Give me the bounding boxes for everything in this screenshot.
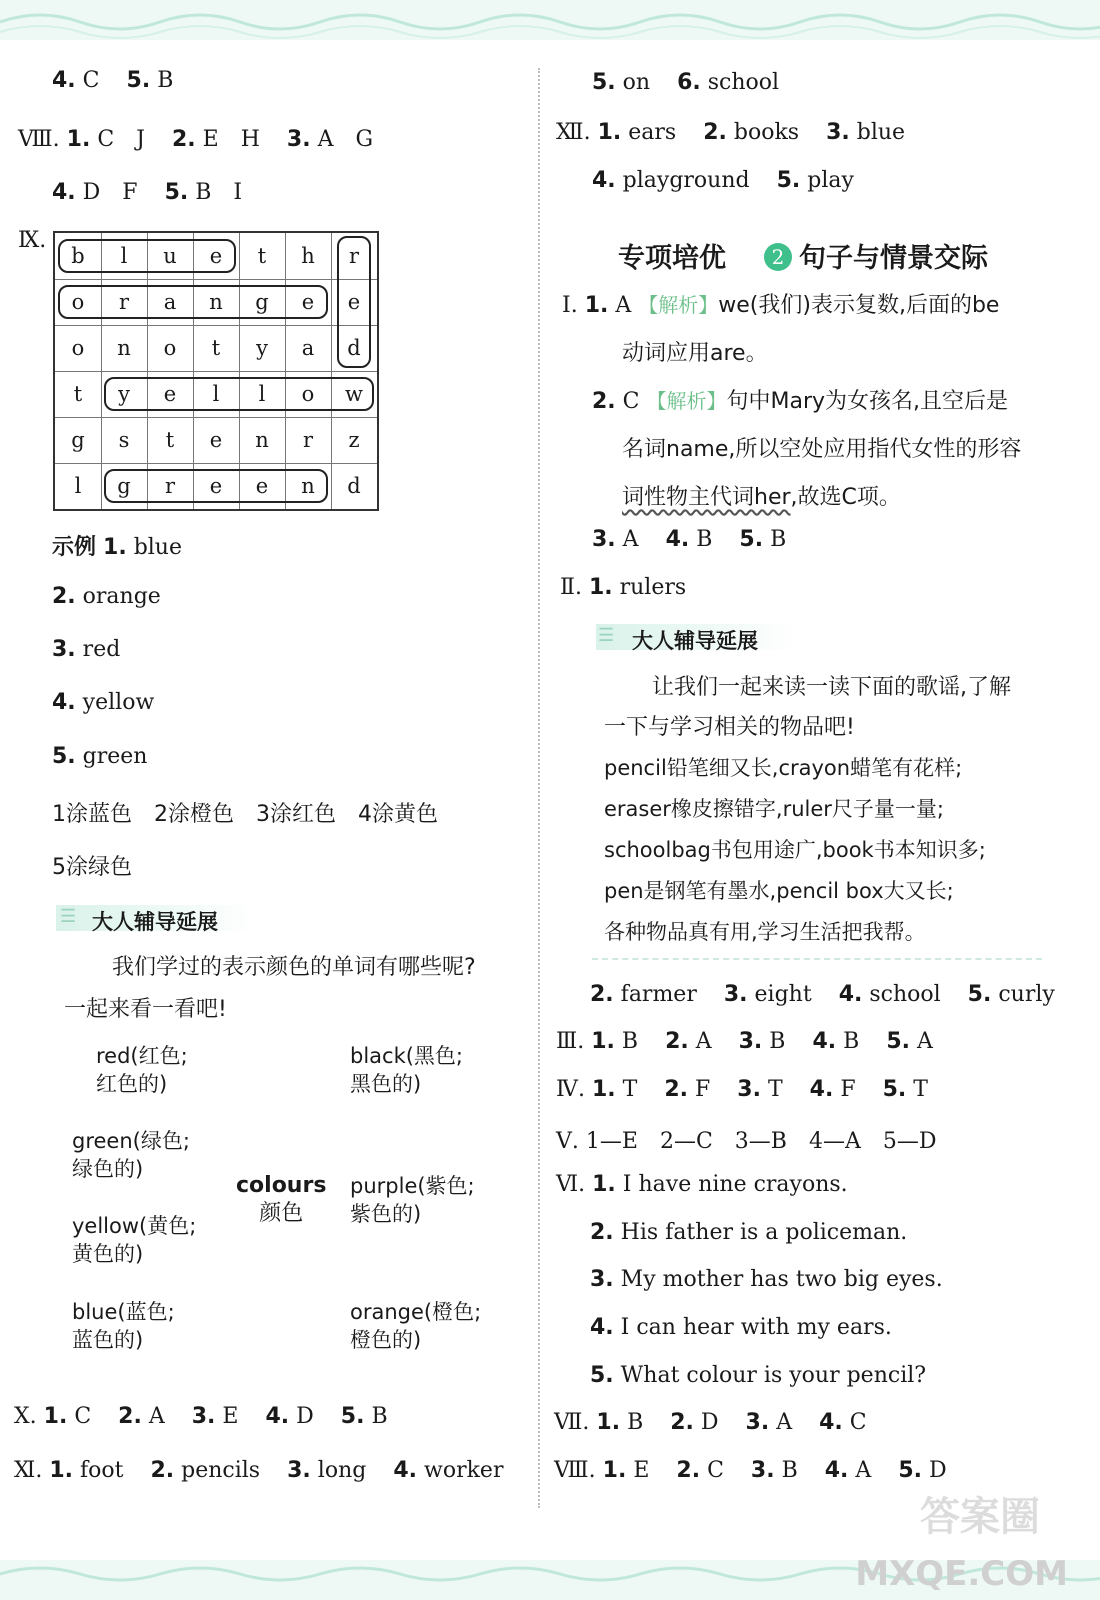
- grid-letter: t: [257, 244, 267, 268]
- circled-word: [104, 377, 374, 411]
- grid-letter: r: [348, 244, 360, 268]
- grid-letter: h: [301, 244, 315, 268]
- circled-word: [58, 239, 236, 273]
- grid-letter: r: [302, 428, 314, 452]
- grid-letter: t: [73, 382, 83, 406]
- grid-letter: l: [74, 474, 82, 498]
- grid-letter: u: [163, 244, 177, 268]
- grid-letter: r: [164, 474, 176, 498]
- colour-orange: orange(橙色; 橙色的): [350, 1300, 482, 1352]
- section-v: Ⅴ. 1—E 2—C 3—B 4—A 5—D: [556, 1129, 937, 1154]
- extension-title-right: 大人辅导延展: [632, 629, 758, 653]
- grid-letter: a: [301, 336, 315, 360]
- circled-word: [104, 469, 328, 503]
- answer-row-right-1: 5. on 6. school: [592, 70, 780, 95]
- special-section-heading: 专项培优 2 句子与情景交际: [618, 243, 988, 274]
- section-vi-4: 4. I can hear with my ears.: [590, 1315, 892, 1340]
- grid-letter: s: [118, 428, 130, 452]
- grid-letter: e: [209, 474, 223, 498]
- colouring-line-2: 5涂绿色: [52, 855, 132, 880]
- circled-word: [337, 236, 371, 368]
- section-x: Ⅹ. 1. C 2. A 3. E 4. D 5. B: [14, 1404, 388, 1429]
- grid-letter: w: [345, 382, 363, 406]
- colour-purple: purple(紫色; 紫色的): [350, 1174, 475, 1226]
- grid-letter: n: [255, 428, 269, 452]
- section-vi-5: 5. What colour is your pencil?: [590, 1363, 927, 1388]
- example-line-5: 5. green: [52, 744, 148, 769]
- grid-letter: y: [256, 336, 268, 360]
- section-ix-number: Ⅸ.: [18, 228, 47, 253]
- rhyme-line-3: schoolbag书包用途广,book书本知识多;: [604, 838, 986, 862]
- extension-lines-icon-right: ☰: [598, 625, 615, 646]
- grid-letter: b: [71, 244, 85, 268]
- section-i-q1-cont: 动词应用are。: [622, 341, 768, 366]
- section-vii: Ⅶ. 1. B 2. D 3. A 4. C: [554, 1410, 867, 1435]
- extension-right-p2: 一下与学习相关的物品吧!: [604, 715, 855, 740]
- example-line-3: 3. red: [52, 637, 121, 662]
- grid-letter: o: [301, 382, 315, 406]
- section-i-q2-cont1: 名词name,所以空处应用指代女性的形容: [622, 437, 1022, 462]
- colour-black: black(黑色; 黑色的): [350, 1044, 464, 1096]
- extension-paragraph-1: 我们学过的表示颜色的单词有哪些呢?: [112, 955, 476, 980]
- section-i-q2-cont2: 词性物主代词her,故选C项。: [622, 485, 901, 510]
- colour-blue: blue(蓝色; 蓝色的): [72, 1300, 175, 1352]
- grid-letter: a: [163, 290, 177, 314]
- grid-letter: n: [117, 336, 131, 360]
- grid-letter: o: [163, 336, 177, 360]
- section-i-q3-5: 3. A 4. B 5. B: [592, 527, 787, 552]
- grid-letter: e: [347, 290, 361, 314]
- circled-word: [58, 285, 328, 319]
- section-viii-left-row2: 4. D F 5. B I: [52, 180, 243, 205]
- grid-letter: o: [71, 290, 85, 314]
- section-i-q2: 2. C 【解析】句中Mary为女孩名,且空后是: [592, 389, 1009, 414]
- rhyme-line-2: eraser橡皮擦错字,ruler尺子量一量;: [604, 797, 944, 821]
- grid-letter: e: [255, 474, 269, 498]
- section-number-badge: 2: [764, 243, 792, 271]
- grid-letter: d: [347, 474, 361, 498]
- extension-paragraph-2: 一起来看一看吧!: [64, 997, 227, 1022]
- extension-lines-icon: ☰: [60, 906, 77, 927]
- section-xii: Ⅻ. 1. ears 2. books 3. blue: [556, 120, 906, 145]
- section-vi-3: 3. My mother has two big eyes.: [590, 1267, 943, 1292]
- example-line-2: 2. orange: [52, 584, 161, 609]
- word-search-grid: [53, 231, 379, 511]
- watermark-url: MXQE.COM: [855, 1554, 1068, 1594]
- grid-letter: l: [258, 382, 266, 406]
- grid-letter: l: [212, 382, 220, 406]
- colour-red: red(红色; 红色的): [96, 1044, 188, 1096]
- grid-letter: y: [118, 382, 130, 406]
- grid-letter: t: [165, 428, 175, 452]
- rhyme-line-1: pencil铅笔细又长,crayon蜡笔有花样;: [604, 756, 963, 780]
- grid-letter: n: [209, 290, 223, 314]
- section-vi-2: 2. His father is a policeman.: [590, 1220, 908, 1245]
- grid-letter: g: [117, 474, 131, 498]
- grid-letter: e: [209, 428, 223, 452]
- grid-letter: l: [120, 244, 128, 268]
- watermark-logo: 答案圈: [920, 1494, 1040, 1540]
- section-ii-q2-5: 2. farmer 3. eight 4. school 5. curly: [590, 982, 1055, 1007]
- colours-center: colours 颜色: [236, 1173, 327, 1226]
- grid-letter: d: [347, 336, 361, 360]
- grid-letter: e: [301, 290, 315, 314]
- grid-letter: o: [71, 336, 85, 360]
- grid-letter: n: [301, 474, 315, 498]
- section-i-q1: Ⅰ. 1. A 【解析】we(我们)表示复数,后面的be: [562, 293, 1000, 318]
- section-xi: Ⅺ. 1. foot 2. pencils 3. long 4. worker: [14, 1458, 504, 1483]
- section-ii-q1: Ⅱ. 1. rulers: [560, 575, 687, 600]
- grid-letter: z: [348, 428, 360, 452]
- extension-bottom-rule: [592, 958, 1042, 960]
- extension-title-left: 大人辅导延展: [92, 910, 218, 934]
- section-xii-row2: 4. playground 5. play: [592, 168, 854, 193]
- colouring-line-1: 1涂蓝色 2涂橙色 3涂红色 4涂黄色: [52, 802, 438, 827]
- answer-row-left-1: 4. C 5. B: [52, 68, 174, 93]
- grid-letter: g: [255, 290, 269, 314]
- section-viii-left: Ⅷ. 1. C J 2. E H 3. A G: [18, 127, 374, 152]
- grid-letter: e: [163, 382, 177, 406]
- example-line-1: 示例 1. blue: [52, 535, 182, 560]
- colour-green: green(绿色; 绿色的): [72, 1129, 190, 1181]
- colour-yellow: yellow(黄色; 黄色的): [72, 1214, 197, 1266]
- section-iii: Ⅲ. 1. B 2. A 3. B 4. B 5. A: [556, 1029, 933, 1054]
- section-iv: Ⅳ. 1. T 2. F 3. T 4. F 5. T: [556, 1077, 928, 1102]
- rhyme-line-5: 各种物品真有用,学习生活把我帮。: [604, 920, 926, 944]
- grid-letter: g: [71, 428, 85, 452]
- grid-letter: r: [118, 290, 130, 314]
- section-viii-right: Ⅷ. 1. E 2. C 3. B 4. A 5. D: [554, 1458, 947, 1483]
- top-wave-band: [0, 0, 1100, 40]
- grid-letter: t: [211, 336, 221, 360]
- column-divider: [538, 68, 540, 1508]
- example-line-4: 4. yellow: [52, 690, 155, 715]
- section-vi-1: Ⅵ. 1. I have nine crayons.: [556, 1172, 848, 1197]
- extension-right-p1: 让我们一起来读一读下面的歌谣,了解: [652, 675, 1011, 700]
- grid-letter: e: [209, 244, 223, 268]
- rhyme-line-4: pen是钢笔有墨水,pencil box大又长;: [604, 879, 954, 903]
